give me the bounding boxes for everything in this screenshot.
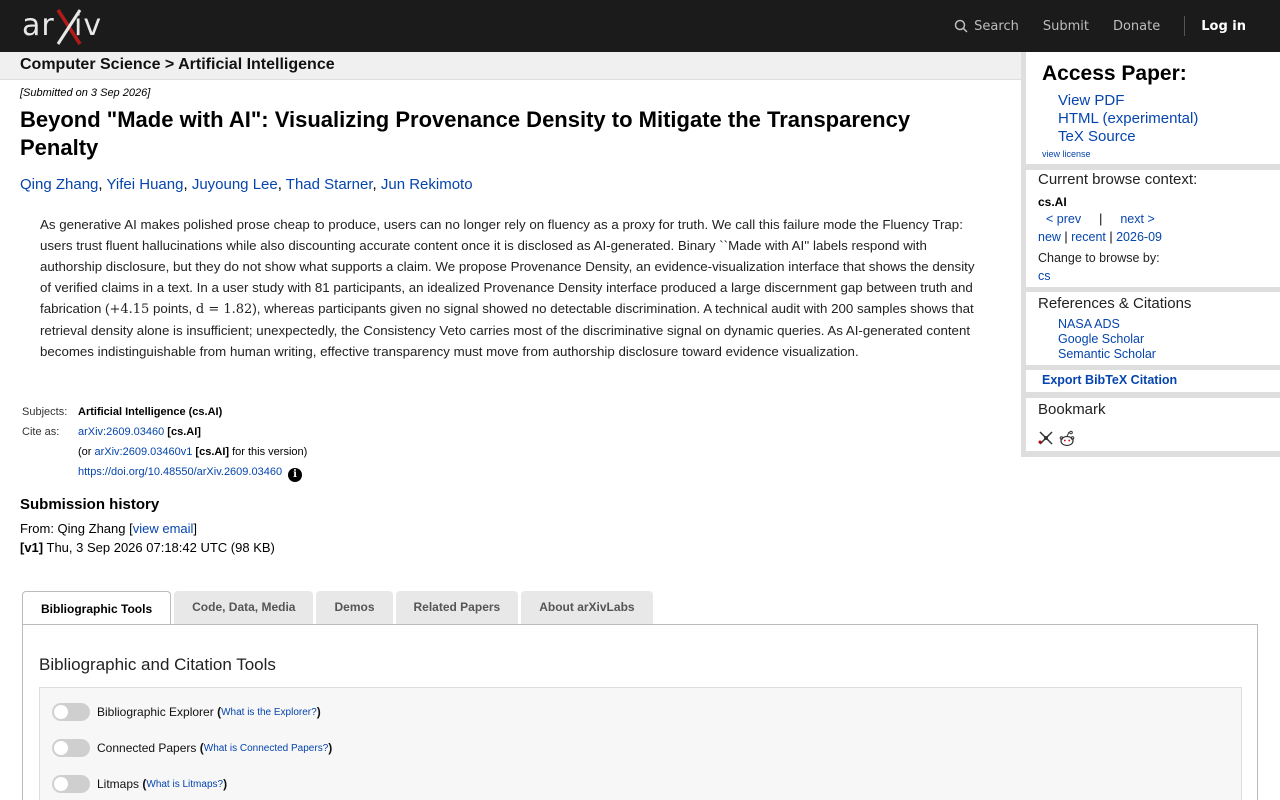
svg-text:iv: iv [74, 8, 103, 43]
tab-bibliographic-tools[interactable]: Bibliographic Tools [22, 591, 171, 625]
version-prefix: (or [78, 446, 95, 458]
abstract-math: +4.15 [109, 302, 150, 317]
submitter-line [20, 521, 197, 536]
view-license-link[interactable]: view license [1042, 149, 1091, 159]
view-email-link[interactable]: view email [132, 521, 194, 536]
html-link[interactable]: HTML (experimental) [1058, 110, 1199, 127]
subjects-label: Subjects: [22, 406, 68, 418]
reddit-icon[interactable] [1058, 430, 1076, 448]
submission-date: [Submitted on 3 Sep 2026] [20, 87, 151, 99]
view-pdf-link[interactable]: View PDF [1058, 92, 1125, 109]
bookmark-heading: Bookmark [1038, 401, 1106, 418]
submit-link[interactable]: Submit [1042, 18, 1089, 34]
panel-title: Bibliographic and Citation Tools [39, 655, 276, 674]
cite-label: Cite as: [22, 426, 60, 438]
new-link[interactable]: new [1038, 230, 1061, 244]
abstract-text: ), whereas participants given no signal showed no detectable discrimination. A technical audit with 200 samples shows that retrieval density alone is insufficient; unexpectedly, the Consistency Veto carries most of the discriminative signal on dynamic queries. As AI-generated content becomes indistinguishable from human writing, effective transparency must move from authorship disclosure toward evidence visualization. [40, 301, 974, 359]
access-paper-box [1026, 52, 1280, 164]
access-heading: Access Paper: [1042, 62, 1187, 85]
version-label[interactable]: [v1] [20, 540, 44, 555]
submission-history-heading: Submission history [20, 496, 160, 513]
tab-about-arxivlabs[interactable]: About arXivLabs [521, 591, 652, 624]
subjects-value: Artificial Intelligence (cs.AI) [78, 406, 223, 418]
context-value: cs.AI [1038, 195, 1067, 209]
connected-papers-toggle[interactable] [52, 739, 90, 757]
bibtex-box [1026, 370, 1280, 392]
author-list: Qing Zhang, Yifei Huang, Juyoung Lee, Thad Starner, Jun Rekimoto [20, 176, 473, 193]
refs-heading: References & Citations [1038, 295, 1192, 312]
tools-list [39, 687, 1242, 800]
litmaps-toggle[interactable] [52, 775, 90, 793]
cite-link[interactable]: arXiv:2609.03460 [78, 426, 165, 438]
next-link[interactable]: next > [1120, 212, 1155, 226]
svg-text:ar: ar [22, 8, 55, 43]
top-header [0, 0, 1280, 52]
version-suffix: for this version) [229, 446, 308, 458]
cite-category: [cs.AI] [167, 426, 201, 438]
abstract [40, 214, 980, 362]
explorer-toggle[interactable] [52, 703, 90, 721]
donate-link[interactable]: Donate [1112, 18, 1161, 34]
breadcrumb: Computer Science > Artificial Intelligence [0, 52, 1021, 80]
paper-title: Beyond "Made with AI": Visualizing Provenance Density to Mitigate the Transparency Penalty [20, 107, 911, 160]
tool-label: Litmaps [97, 777, 140, 791]
doi-link[interactable]: https://doi.org/10.48550/arXiv.2609.03460 [78, 466, 283, 478]
search-link[interactable] [954, 19, 1019, 34]
search-label: Search [974, 18, 1019, 34]
submitter-text: ] [193, 521, 198, 536]
version-category: [cs.AI] [195, 446, 230, 458]
author-link[interactable]: Yifei Huang [106, 176, 184, 193]
tool-label: Connected Papers [97, 741, 197, 755]
context-heading: Current browse context: [1038, 171, 1198, 188]
what-is-litmaps-link[interactable]: What is Litmaps? [146, 778, 224, 790]
right-sidebar [1021, 52, 1280, 457]
references-box [1026, 292, 1280, 365]
tab-related-papers[interactable]: Related Papers [396, 591, 519, 624]
tool-row-connected-papers: Connected Papers ( What is Connected Papers? ) [52, 739, 332, 757]
tab-panel [22, 624, 1258, 800]
author-link[interactable]: Jun Rekimoto [380, 176, 473, 193]
submitter-text: From: Qing Zhang [ [20, 521, 133, 536]
export-bibtex-link[interactable]: Export BibTeX Citation [1042, 373, 1178, 387]
google-scholar-link[interactable]: Google Scholar [1058, 332, 1145, 346]
author-link[interactable]: Thad Starner [285, 176, 373, 193]
tool-row-litmaps: Litmaps ( What is Litmaps? ) [52, 775, 227, 793]
what-is-explorer-link[interactable]: What is the Explorer? [221, 706, 317, 718]
abstract-text: points, [149, 301, 196, 316]
search-icon [954, 19, 968, 33]
version-line [20, 540, 275, 555]
browse-context-box: Current browse context: cs.AI < prev | next > new | recent | 2026-09 Change to browse by: cs [1026, 170, 1280, 287]
version-date: Thu, 3 Sep 2026 07:18:42 UTC (98 KB) [43, 540, 275, 555]
bookmark-box [1026, 398, 1280, 451]
abstract-math: d = 1.82 [195, 302, 253, 317]
arxiv-logo[interactable] [22, 6, 114, 46]
tool-row-explorer: Bibliographic Explorer ( What is the Explorer? ) [52, 703, 321, 721]
nasa-ads-link[interactable]: NASA ADS [1058, 317, 1120, 331]
abstract-text: As generative AI makes polished prose cheap to produce, users can no longer rely on fluency as a proxy for truth. We call this failure mode the Fluency Trap: users trust fluent hallucinations while also discounting accurate content once it is disclosed as AI-generated. Binary ``Made with AI'' labels respond with authorship disclosure, but they do not show what supports a claim. We propose Provenance Density, an evidence-visualization interface that shows the density of verified claims in a text. In a user study with 81 participants, an idealized Provenance Density interface produced a large discernment gap between truth and fabrication ( [40, 217, 975, 316]
tab-demos[interactable]: Demos [316, 591, 392, 624]
author-link[interactable]: Qing Zhang [20, 176, 99, 193]
metadata-table [22, 404, 307, 484]
what-is-connected-papers-link[interactable]: What is Connected Papers? [203, 742, 329, 754]
tex-source-link[interactable]: TeX Source [1058, 128, 1136, 145]
semantic-scholar-link[interactable]: Semantic Scholar [1058, 347, 1156, 361]
author-link[interactable]: Juyoung Lee [191, 176, 278, 193]
nav-divider [1184, 16, 1185, 36]
cs-link[interactable]: cs [1038, 269, 1051, 283]
recent-link[interactable]: recent [1071, 230, 1106, 244]
login-link[interactable]: Log in [1201, 18, 1246, 34]
bibsonomy-icon[interactable] [1038, 430, 1054, 446]
version-link[interactable]: arXiv:2609.03460v1 [94, 446, 193, 458]
month-link[interactable]: 2026-09 [1116, 230, 1162, 244]
prev-link[interactable]: < prev [1046, 212, 1082, 226]
labs-tabs [22, 591, 656, 625]
info-icon[interactable]: i [288, 468, 302, 482]
change-browse-label: Change to browse by: [1038, 251, 1160, 265]
tool-label: Bibliographic Explorer [97, 705, 214, 719]
tab-code-data-media[interactable]: Code, Data, Media [174, 591, 313, 624]
